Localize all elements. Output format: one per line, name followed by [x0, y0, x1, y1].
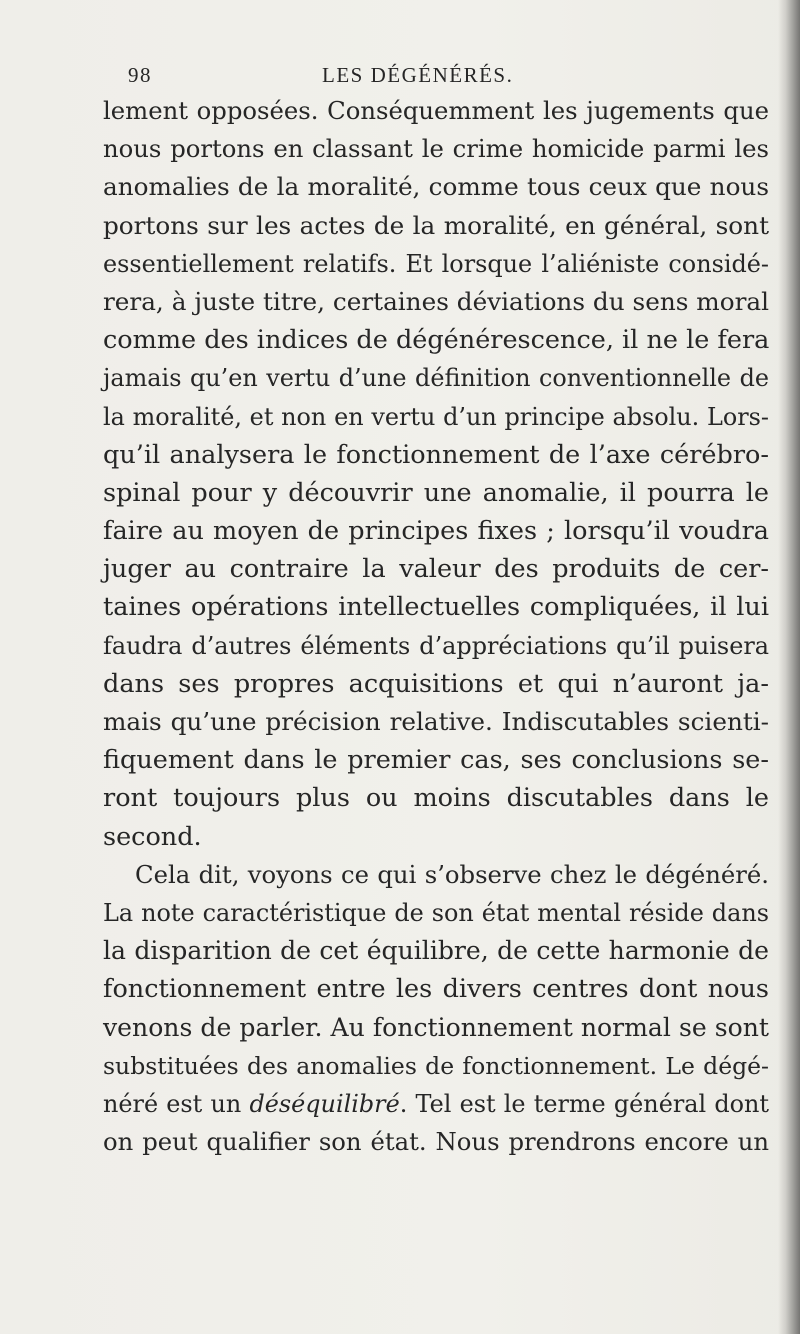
text-line: jamais qu’en vertu d’une définition conventionnelle de: [103, 364, 769, 393]
text-line: fonctionnement entre les divers centres dont nous: [103, 974, 769, 1005]
running-title: LES DÉGÉNÉRÉS.: [322, 63, 514, 87]
text-line: portons sur les actes de la moralité, en général, sont: [103, 210, 769, 240]
text-line: substituées des anomalies de fonctionnement. Le dégé-: [103, 1051, 769, 1080]
text-line: anomalies de la moralité, comme tous ceux que nous: [103, 172, 769, 202]
text-line: faudra d’autres éléments d’appréciations qu’il puisera: [103, 631, 769, 660]
text-fragment: . Tel est le terme général dont: [399, 1089, 769, 1118]
page-number: 98: [128, 63, 152, 87]
text-line: ront toujours plus ou moins discutables dans le: [103, 783, 769, 814]
text-line: faire au moyen de principes fixes ; lorsqu’il voudra: [103, 516, 769, 547]
text-line: qu’il analysera le fonctionnement de l’axe cérébro-: [103, 439, 769, 470]
text-line: fiquement dans le premier cas, ses conclusions se-: [103, 745, 769, 776]
page-header: [0, 63, 800, 91]
text-line: comme des indices de dégénérescence, il ne le fera: [103, 325, 770, 356]
text-line: essentiellement relatifs. Et lorsque l’aliéniste considé-: [103, 249, 769, 278]
text-line: la moralité, et non en vertu d’un principe absolu. Lors-: [103, 402, 769, 431]
binding-edge-shadow: [778, 0, 800, 1334]
text-line: on peut qualifier son état. Nous prendrons encore un: [103, 1127, 769, 1157]
text-fragment: néré est un: [103, 1089, 250, 1118]
text-line: nous portons en classant le crime homicide parmi les: [103, 134, 769, 164]
italic-term: déséquilibré: [249, 1089, 400, 1118]
text-line-with-emphasis: [103, 1085, 769, 1123]
text-line: taines opérations intellectuelles compliquées, il lui: [103, 592, 769, 623]
paragraph-start-line: Cela dit, voyons ce qui s’observe chez le dégénéré.: [135, 859, 769, 889]
text-line: mais qu’une précision relative. Indiscutables scienti-: [103, 707, 769, 736]
text-line: juger au contraire la valeur des produits de cer-: [103, 554, 769, 585]
text-line: venons de parler. Au fonctionnement normal se sont: [103, 1012, 769, 1042]
paragraph-end-line: second.: [103, 821, 202, 852]
text-line: rera, à juste titre, certaines déviations du sens moral: [103, 286, 769, 316]
text-line: La note caractéristique de son état mental réside dans: [103, 898, 769, 927]
text-line: dans ses propres acquisitions et qui n’auront ja-: [103, 668, 769, 699]
text-line: lement opposées. Conséquemment les jugements que: [103, 96, 769, 125]
text-line: spinal pour y découvrir une anomalie, il pourra le: [103, 477, 769, 508]
body-text: [103, 92, 769, 1161]
text-line: la disparition de cet équilibre, de cette harmonie de: [103, 936, 769, 966]
